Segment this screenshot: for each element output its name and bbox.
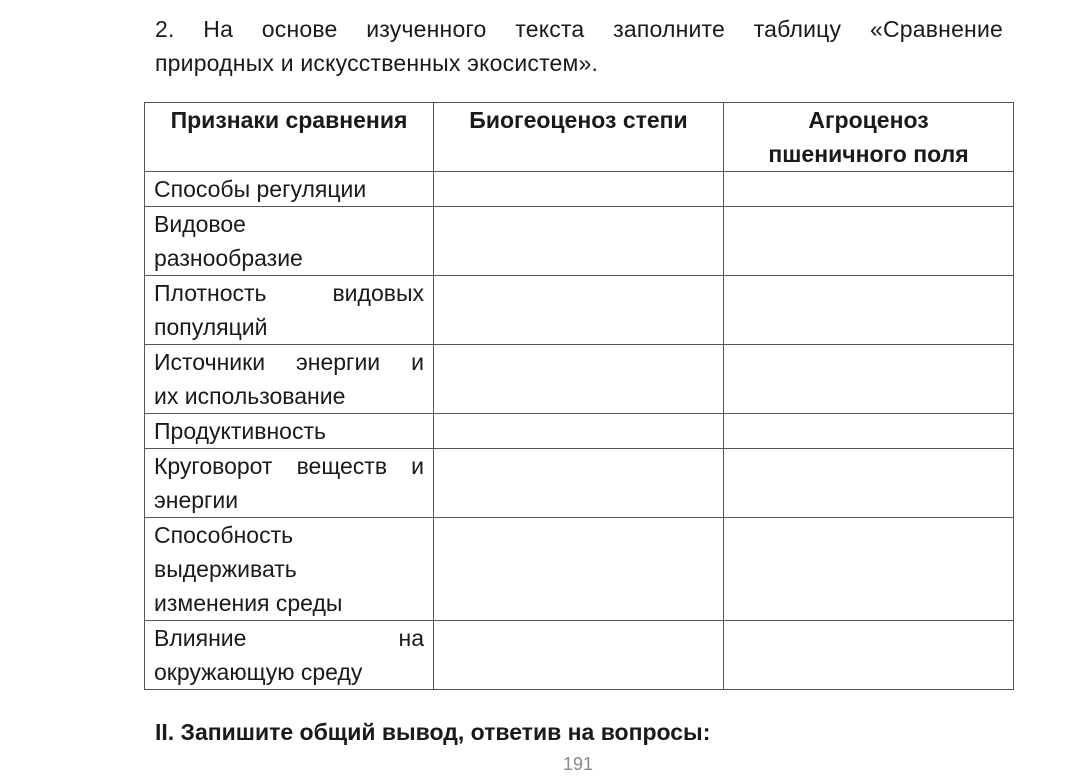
header-steppe-biogeocenosis: Биогеоценоз степи [434, 103, 724, 172]
cell-agro-energy-sources[interactable] [724, 345, 1014, 414]
cell-steppe-species-diversity[interactable] [434, 207, 724, 276]
cell-agro-species-diversity[interactable] [724, 207, 1014, 276]
row-label-resilience: Способность выдерживать изменения среды [145, 518, 434, 621]
cell-steppe-resilience[interactable] [434, 518, 724, 621]
cell-agro-regulation[interactable] [724, 172, 1014, 207]
task-instruction-line-1: 2. На основе изученного текста заполните таблицу «Сравнение [155, 16, 1003, 42]
cell-agro-productivity[interactable] [724, 414, 1014, 449]
table-row [145, 621, 1014, 690]
header-wheat-field-agrocenosis: Агроценоз пшеничного поля [724, 103, 1014, 172]
row-label-regulation: Способы регуляции [145, 172, 434, 207]
row-label-productivity: Продуктивность [145, 414, 434, 449]
comparison-table [144, 102, 1014, 690]
page-number: 191 [562, 754, 594, 774]
table-row [145, 172, 1014, 207]
cell-steppe-productivity[interactable] [434, 414, 724, 449]
cell-steppe-cycle-of-matter[interactable] [434, 449, 724, 518]
table-header-row [145, 103, 1014, 172]
conclusion-heading: II. Запишите общий вывод, ответив на вопросы: [155, 719, 711, 745]
cell-agro-cycle-of-matter[interactable] [724, 449, 1014, 518]
task-instruction-line-2: природных и искусственных экосистем». [155, 50, 599, 76]
table-row [145, 449, 1014, 518]
header-comparison-criteria: Признаки сравнения [145, 103, 434, 172]
cell-steppe-environmental-impact[interactable] [434, 621, 724, 690]
cell-agro-environmental-impact[interactable] [724, 621, 1014, 690]
row-label-environmental-impact: Влияние на окружающую среду [145, 621, 434, 690]
cell-steppe-population-density[interactable] [434, 276, 724, 345]
cell-agro-population-density[interactable] [724, 276, 1014, 345]
row-label-energy-sources: Источники энергии и их использование [145, 345, 434, 414]
table-row [145, 518, 1014, 621]
row-label-species-diversity: Видовое разнообразие [145, 207, 434, 276]
table-row [145, 207, 1014, 276]
row-label-population-density: Плотность видовых популяций [145, 276, 434, 345]
task-instruction [155, 12, 1003, 80]
table-row [145, 414, 1014, 449]
table-row [145, 276, 1014, 345]
cell-agro-resilience[interactable] [724, 518, 1014, 621]
cell-steppe-regulation[interactable] [434, 172, 724, 207]
cell-steppe-energy-sources[interactable] [434, 345, 724, 414]
row-label-cycle-of-matter: Круговорот веществ и энергии [145, 449, 434, 518]
table-row [145, 345, 1014, 414]
